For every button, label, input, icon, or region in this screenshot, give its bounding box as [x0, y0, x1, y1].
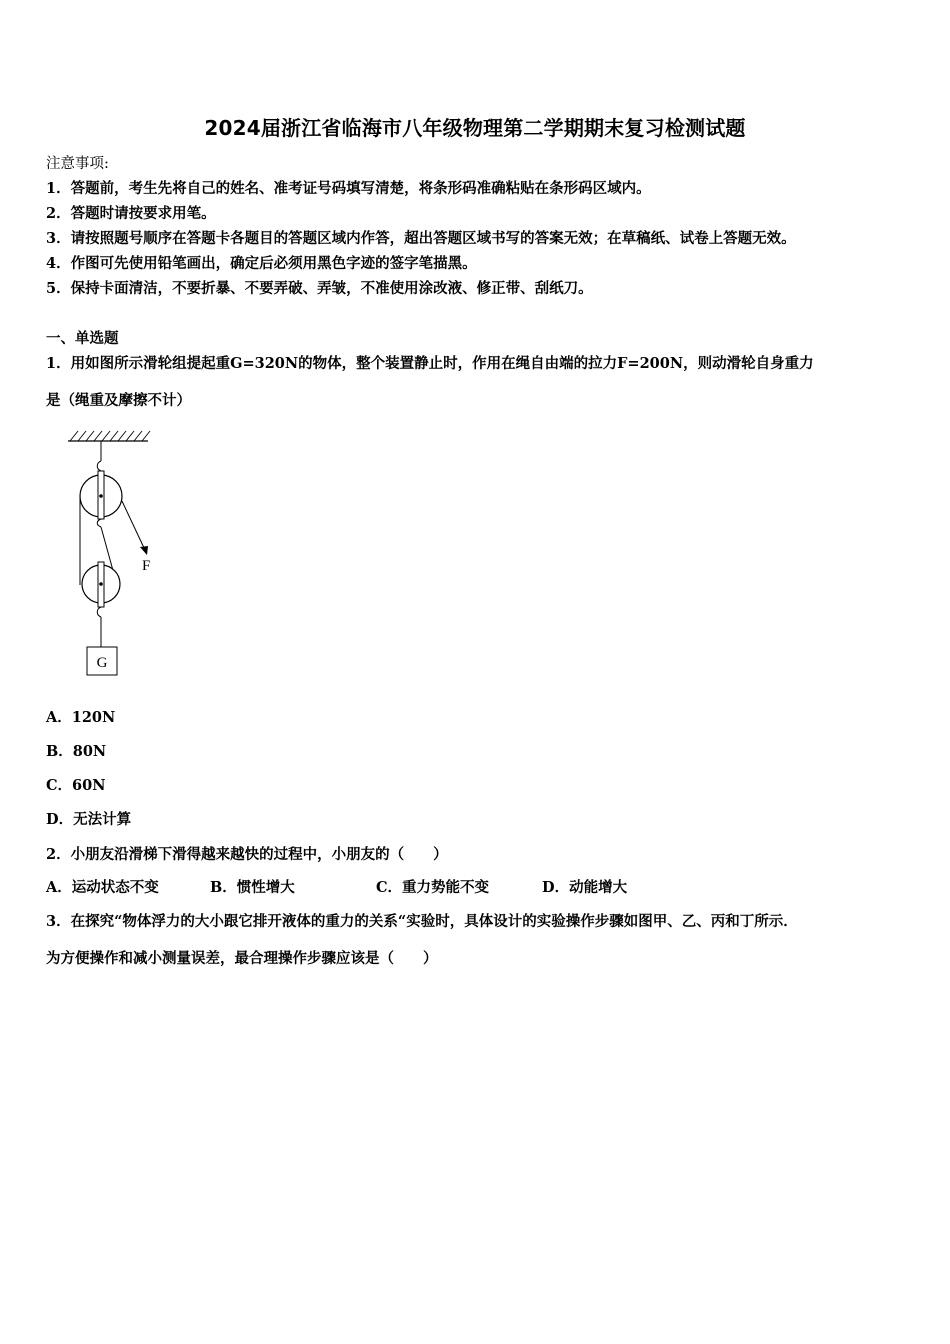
q2-option-d: D．动能增大: [542, 879, 628, 896]
q1-stem-line2: 是（绳重及摩擦不计）: [46, 392, 191, 409]
q2-stem: 2．小朋友沿滑梯下滑得越来越快的过程中，小朋友的（ ）: [46, 846, 448, 863]
q2-option-b: B．惯性增大: [210, 879, 295, 896]
force-label: F: [142, 558, 151, 574]
section-heading: 一、单选题: [46, 330, 119, 347]
movable-pulley: [82, 562, 120, 607]
q1-option-c: C．60N: [46, 777, 106, 794]
fixed-pulley: [80, 471, 122, 519]
page-title: 2024届浙江省临海市八年级物理第二学期期末复习检测试题: [204, 116, 746, 140]
q1-option-b: B．80N: [46, 743, 107, 760]
note-item-2: 2．答题时请按要求用笔。: [46, 205, 216, 222]
q3-stem-line2: 为方便操作和减小测量误差，最合理操作步骤应该是（ ）: [46, 950, 438, 967]
pulley-figure: [60, 425, 160, 680]
note-item-5: 5．保持卡面清洁，不要折暴、不要弄破、弄皱，不准使用涂改液、修正带、刮纸刀。: [46, 280, 593, 297]
note-item-1: 1．答题前，考生先将自己的姓名、准考证号码填写清楚，将条形码准确粘贴在条形码区域内。: [46, 180, 651, 197]
q1-stem-line1: 1．用如图所示滑轮组提起重G=320N的物体，整个装置静止时，作用在绳自由端的拉力F=200N，则动滑轮自身重力: [46, 355, 814, 372]
q3-stem-line1: 3．在探究“物体浮力的大小跟它排开液体的重力的关系“实验时，具体设计的实验操作步骤如图甲、乙、丙和丁所示．: [46, 913, 798, 930]
q1-option-d: D．无法计算: [46, 811, 132, 828]
notes-heading: 注意事项:: [46, 156, 109, 172]
q1-option-a: A．120N: [46, 709, 116, 726]
weight-label: G: [96, 655, 108, 671]
q2-option-c: C．重力势能不变: [376, 879, 490, 896]
note-item-3: 3．请按照题号顺序在答题卡各题目的答题区域内作答，超出答题区域书写的答案无效；在草稿纸、试卷上答题无效。: [46, 230, 796, 247]
q2-option-a: A．运动状态不变: [46, 879, 159, 896]
note-item-4: 4．作图可先使用铅笔画出，确定后必须用黑色字迹的签字笔描黑。: [46, 255, 477, 272]
ceiling: [68, 431, 150, 441]
arrow-icon: [140, 546, 148, 555]
